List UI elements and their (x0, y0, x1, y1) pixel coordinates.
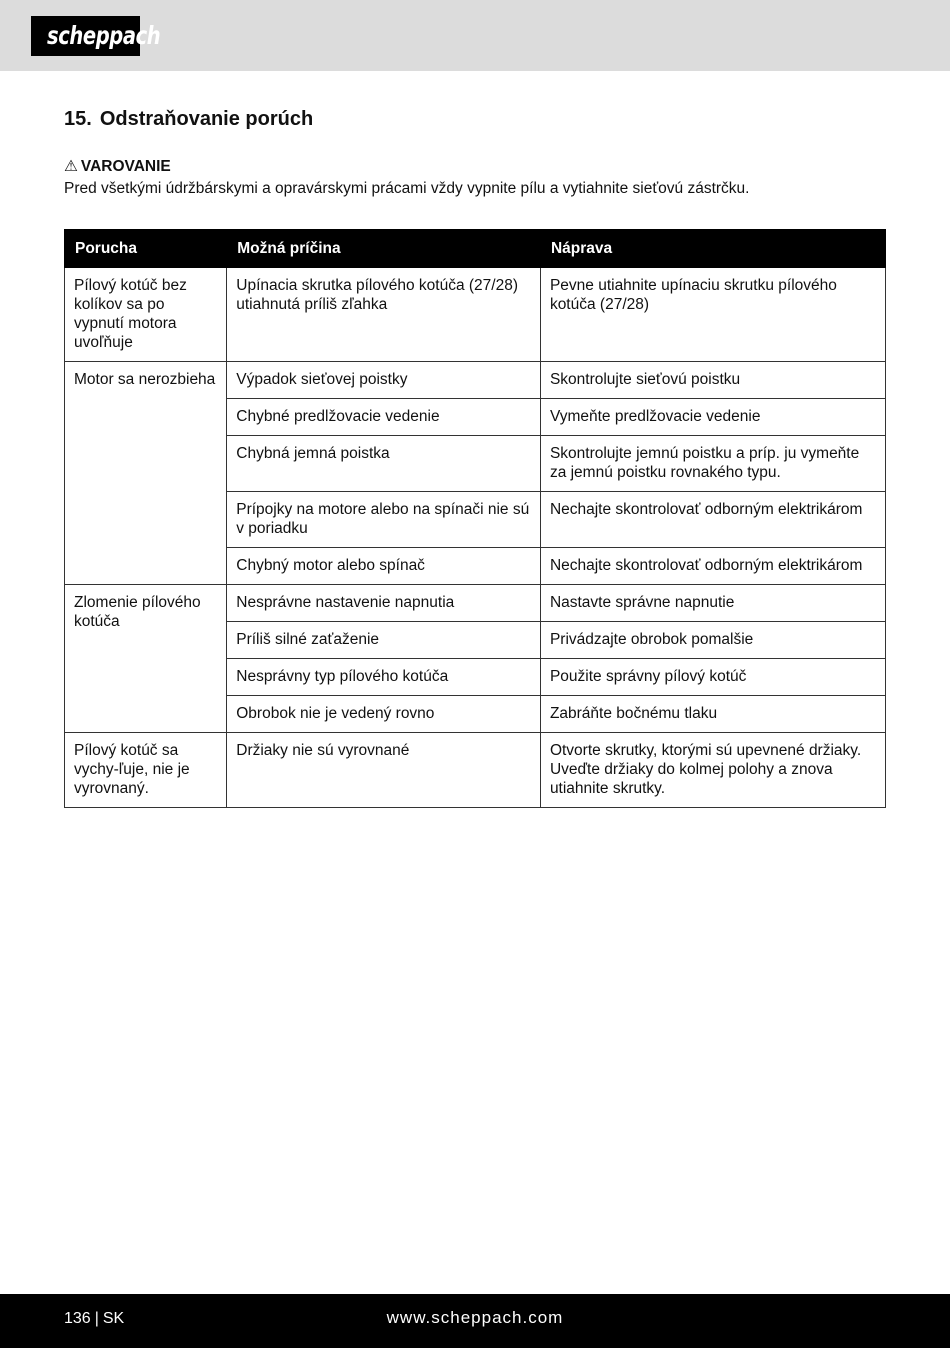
remedy-cell: Nechajte skontrolovať odborným elektrikárom (540, 492, 885, 548)
page-footer (0, 1294, 950, 1348)
section-title-text: Odstraňovanie porúch (99, 108, 314, 130)
cause-cell: Príliš silné zaťaženie (227, 622, 541, 659)
scheppach-logo: scheppach (31, 16, 140, 56)
remedy-cell: Zabráňte bočnému tlaku (540, 696, 885, 733)
section-title (64, 108, 313, 131)
website-url: www.scheppach.com (386, 1308, 564, 1327)
fault-cell: Pílový kotúč sa vychy-ľuje, nie je vyrovnaný. (65, 733, 227, 808)
remedy-cell: Nastavte správne napnutie (540, 585, 885, 622)
table-header-row (65, 230, 886, 268)
page-number: 136 (64, 1310, 91, 1327)
table-row (65, 733, 886, 808)
cause-cell: Chybné predlžovacie vedenie (227, 399, 541, 436)
warning-heading (64, 157, 171, 176)
cause-cell: Chybný motor alebo spínač (227, 548, 541, 585)
remedy-cell: Otvorte skrutky, ktorými sú upevnené držiaky. Uveďte držiaky do kolmej polohy a znova utiahnite skrutky. (540, 733, 885, 808)
remedy-cell: Privádzajte obrobok pomalšie (540, 622, 885, 659)
cause-cell: Obrobok nie je vedený rovno (227, 696, 541, 733)
table-row (65, 585, 886, 622)
remedy-cell: Skontrolujte sieťovú poistku (540, 362, 885, 399)
warning-text: Pred všetkými údržbárskymi a opravárskymi prácami vždy vypnite pílu a vytiahnite sieťovú zástrčku. (64, 180, 750, 197)
cause-cell: Upínacia skrutka pílového kotúča (27/28) utiahnutá príliš zľahka (227, 268, 541, 362)
header-cause: Možná príčina (227, 230, 541, 268)
table-row (65, 362, 886, 399)
header-fault: Porucha (65, 230, 227, 268)
fault-cell: Pílový kotúč bez kolíkov sa po vypnutí motora uvoľňuje (65, 268, 227, 362)
remedy-cell: Vymeňte predlžovacie vedenie (540, 399, 885, 436)
page-header (0, 0, 950, 71)
remedy-cell: Pevne utiahnite upínaciu skrutku pílového kotúča (27/28) (540, 268, 885, 362)
section-number: 15. (64, 108, 92, 130)
fault-cell: Motor sa nerozbieha (65, 362, 227, 585)
warning-label: VAROVANIE (80, 158, 171, 175)
header-remedy: Náprava (540, 230, 885, 268)
language-code: SK (102, 1310, 125, 1327)
cause-cell: Prípojky na motore alebo na spínači nie sú v poriadku (227, 492, 541, 548)
cause-cell: Nesprávny typ pílového kotúča (227, 659, 541, 696)
fault-cell: Zlomenie pílového kotúča (65, 585, 227, 733)
remedy-cell: Nechajte skontrolovať odborným elektrikárom (540, 548, 885, 585)
remedy-cell: Použite správny pílový kotúč (540, 659, 885, 696)
cause-cell: Chybná jemná poistka (227, 436, 541, 492)
cause-cell: Nesprávne nastavenie napnutia (227, 585, 541, 622)
cause-cell: Výpadok sieťovej poistky (227, 362, 541, 399)
cause-cell: Držiaky nie sú vyrovnané (227, 733, 541, 808)
separator: | (94, 1310, 99, 1327)
warning-triangle-icon: ⚠ (64, 158, 78, 175)
table-row (65, 268, 886, 362)
troubleshooting-table (64, 229, 886, 808)
remedy-cell: Skontrolujte jemnú poistku a príp. ju vymeňte za jemnú poistku rovnakého typu. (540, 436, 885, 492)
